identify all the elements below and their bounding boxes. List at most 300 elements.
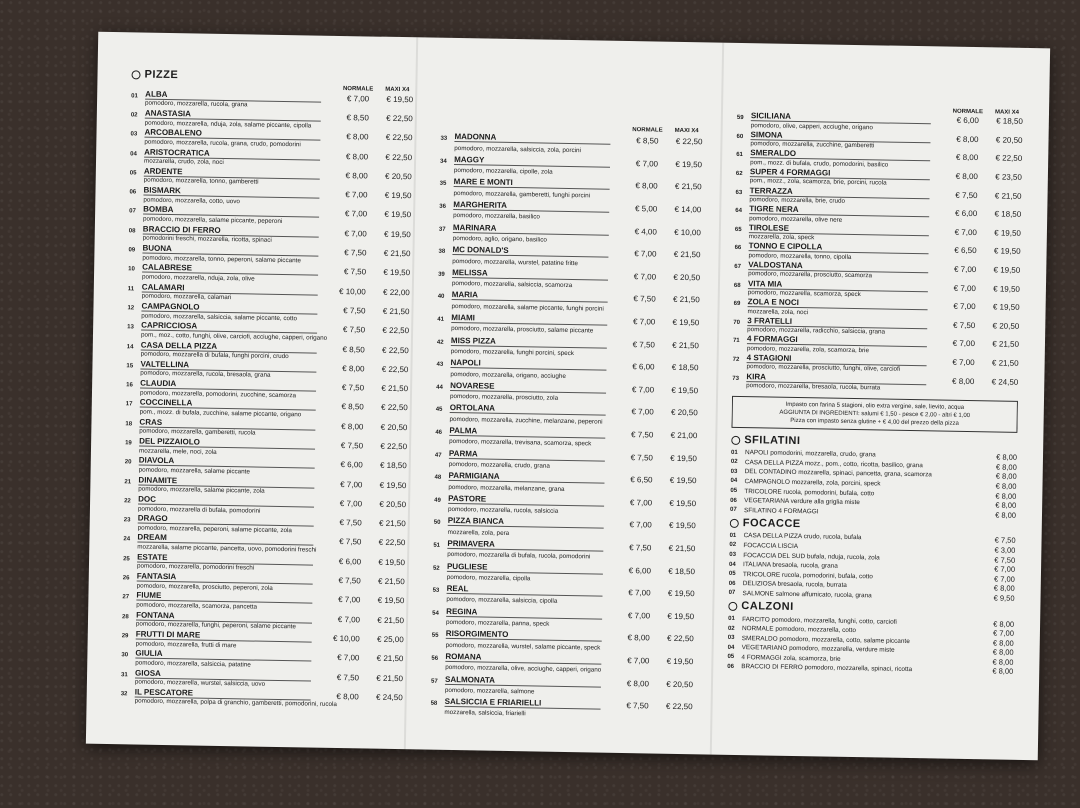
- focacce-list: [728, 531, 1015, 603]
- price-normale: € 7,00: [340, 479, 363, 490]
- item-ingredients: pom., mozz. di bufala, zucchine, salame piccante, origano: [139, 408, 302, 419]
- item-ingredients: pomodoro, mozzarella, olive nere: [749, 214, 843, 224]
- item-name: CAMPAGNOLO: [141, 301, 317, 314]
- item-number: 60: [736, 133, 744, 140]
- price-maxi: € 22,50: [995, 153, 1023, 164]
- item-name: GIOSA: [135, 668, 311, 681]
- price-maxi: € 21,50: [674, 182, 702, 192]
- item-number: 14: [126, 343, 134, 350]
- item-number: 02: [730, 459, 738, 466]
- menu-item: [437, 288, 699, 315]
- item-number: 12: [127, 305, 135, 312]
- price-normale: € 8,00: [955, 171, 978, 182]
- note-line: Pizza con impasto senza glutine + € 4,00 del prezzo della pizza: [790, 417, 959, 427]
- item-description: NORMALE pomodoro, mozzarella, cotto: [741, 625, 857, 635]
- price-normale: € 7,50: [630, 452, 654, 463]
- item-ingredients: pomodoro, mozzarella, zucchine, gamberetti: [750, 140, 875, 150]
- item-name: SICILIANA: [751, 111, 931, 124]
- item-name: PALMA: [449, 426, 605, 439]
- item-number: 01: [131, 92, 138, 100]
- item-ingredients: pomodoro, mozzarella, pomodorini, zucchine, scamorza: [139, 389, 297, 399]
- price-maxi: € 21,50: [673, 250, 701, 260]
- price-normale: € 7,00: [631, 407, 654, 417]
- price-maxi: € 21,50: [672, 295, 700, 305]
- item-ingredients: pomodoro, mozzarella, wurstel, patatine fritte: [452, 257, 579, 267]
- item-name: PASTORE: [448, 494, 604, 507]
- item-ingredients: pomodoro, mozzarella, prosciutto, scamorza: [748, 270, 873, 280]
- price-maxi: € 14,00: [674, 204, 702, 215]
- item-number: 07: [729, 507, 737, 514]
- item-number: 71: [732, 338, 740, 345]
- item-ingredients: pomodoro, mozzarella, zola, scamorza, brie: [746, 344, 870, 354]
- item-number: 04: [727, 644, 735, 651]
- menu-item: [436, 378, 698, 405]
- item-number: 04: [730, 478, 738, 485]
- price-maxi: € 22,50: [381, 364, 409, 375]
- menu-item: [430, 694, 692, 721]
- item-number: 43: [436, 361, 444, 369]
- item-description: VEGETARIANO pomodoro, mozzarella, verdure miste: [741, 644, 895, 655]
- item-number: 19: [125, 440, 132, 447]
- item-name: VALTELLINA: [140, 359, 316, 372]
- item-number: 44: [436, 384, 443, 391]
- item-name: CAPRICCIOSA: [141, 321, 317, 334]
- item-description: SALMONE salmone affumicato, rucola, grana: [742, 589, 872, 600]
- sfilatini-list: [730, 448, 1017, 520]
- item-number: 41: [437, 316, 445, 323]
- price-maxi: € 21,50: [668, 543, 696, 554]
- item-number: 51: [433, 542, 441, 549]
- item-number: 45: [435, 407, 443, 414]
- item-number: 63: [735, 189, 743, 196]
- price-maxi: € 21,00: [670, 430, 698, 441]
- item-description: TRICOLORE rucola, pomodorini, bufala, cotto: [744, 487, 875, 497]
- menu-item: [431, 649, 693, 676]
- item-number: 21: [124, 478, 132, 485]
- item-number: 15: [126, 363, 134, 370]
- item-name: CALAMARI: [142, 282, 318, 295]
- item-ingredients: mozzarella, salsiccia, friarielli: [444, 709, 526, 718]
- item-description: NAPOLI pomodorini, mozzarella, crudo, grana: [744, 449, 876, 459]
- item-ingredients: pomodoro, mozzarella, basilico: [453, 212, 540, 221]
- menu-item: [438, 265, 700, 292]
- price-normale: € 7,00: [952, 339, 976, 349]
- price-maxi: € 22,50: [665, 701, 693, 712]
- item-name: FIUME: [136, 591, 312, 604]
- item-name: SUPER 4 FORMAGGI: [750, 167, 930, 180]
- item-ingredients: pomodoro, mozzarella, radicchio, salsiccia, grana: [747, 326, 886, 336]
- item-name: DEL PIZZAIOLO: [139, 437, 315, 450]
- item-description: CASA DELLA PIZZA mozz., pom., cotto, ricotta, basilico, grana: [744, 458, 923, 469]
- item-name: CLAUDIA: [140, 379, 316, 392]
- item-ingredients: pomodoro, mozzarella, funghi, peperoni, salame piccante: [135, 620, 296, 631]
- price-normale: € 8,50: [346, 113, 369, 123]
- menu-item: [433, 559, 695, 586]
- item-ingredients: pomodoro, mozzarella, wurstel, salame piccante, speck: [445, 641, 601, 652]
- price-maxi: € 20,50: [670, 408, 698, 418]
- item-description: VEGETARIANA verdure alla griglia miste: [744, 497, 860, 507]
- item-number: 05: [730, 487, 738, 495]
- price-normale: € 7,00: [953, 264, 977, 275]
- item-ingredients: pomodoro, mozzarella, rucola, grana: [144, 99, 248, 109]
- price-normale: € 10,00: [332, 633, 360, 644]
- item-name: ALBA: [145, 89, 321, 102]
- item-number: 61: [736, 152, 743, 159]
- item-name: MADONNA: [454, 132, 610, 145]
- item-name: 4 FORMAGGI: [747, 335, 927, 348]
- price-maxi: € 19,50: [992, 302, 1020, 313]
- item-ingredients: pomodoro, mozzarella, rucola, salsiccia: [447, 506, 559, 515]
- item-name: VITA MIA: [748, 279, 928, 292]
- item-ingredients: pomodoro, mozzarella, cipolle, zola: [453, 167, 553, 176]
- price-normale: € 7,00: [953, 301, 976, 312]
- item-number: 08: [128, 228, 136, 235]
- price-maxi: € 21,50: [376, 653, 404, 664]
- item-name: CALABRESE: [142, 263, 318, 276]
- item-number: 18: [125, 420, 133, 428]
- item-number: 10: [128, 266, 135, 273]
- price-normale: € 7,50: [631, 430, 654, 440]
- item-number: 55: [431, 633, 439, 640]
- price-maxi: € 21,50: [378, 518, 406, 529]
- price-normale: € 7,00: [628, 588, 651, 598]
- price-normale: € 8,00: [951, 376, 975, 386]
- item-ingredients: pom., moz., cotto, funghi, olive, carciofi, acciughe, capperi, origano: [140, 331, 328, 342]
- item-ingredients: pomodoro, mozzarella, nduja, zola, olive: [141, 273, 255, 283]
- item-name: PARMA: [449, 449, 605, 462]
- price-maxi: € 19,50: [993, 265, 1021, 275]
- price-maxi: € 19,50: [994, 228, 1021, 238]
- item-number: 32: [120, 691, 128, 698]
- item-price: € 8,00: [992, 657, 1014, 667]
- item-number: 23: [123, 517, 131, 524]
- item-name: MARE E MONTI: [454, 177, 610, 190]
- price-normale: € 6,00: [340, 460, 363, 470]
- item-number: 49: [434, 497, 441, 504]
- item-ingredients: pomodoro, mozzarella, wurstel, salsiccia, uovo: [134, 678, 266, 688]
- menu-item: [438, 243, 700, 270]
- price-maxi: € 19,50: [379, 480, 407, 490]
- price-maxi: € 21,50: [991, 358, 1019, 368]
- price-maxi: € 10,00: [674, 227, 701, 237]
- item-name: SALSICCIA E FRIARIELLI: [445, 697, 601, 710]
- item-ingredients: mozzarella, zola, speck: [748, 233, 815, 242]
- item-number: 64: [735, 208, 742, 215]
- item-number: 31: [121, 671, 128, 678]
- item-number: 65: [734, 226, 742, 233]
- item-name: MISS PIZZA: [451, 336, 607, 349]
- item-name: GIULIA: [135, 649, 311, 662]
- price-normale: € 8,00: [342, 363, 365, 374]
- price-maxi: € 22,50: [382, 325, 410, 336]
- item-number: 33: [440, 136, 448, 143]
- price-normale: € 7,50: [336, 672, 360, 682]
- item-number: 66: [734, 245, 742, 252]
- section-title-calzoni: CALZONI: [728, 600, 1014, 617]
- price-maxi: € 19,50: [667, 611, 695, 622]
- price-normale: € 7,00: [339, 498, 363, 509]
- item-ingredients: pomodoro, mozzarella, trevisana, scamorza, speck: [449, 438, 592, 448]
- item-number: 69: [733, 301, 741, 308]
- menu-item: [435, 446, 697, 473]
- price-normale: € 8,00: [956, 134, 979, 145]
- item-number: 01: [729, 532, 737, 539]
- item-ingredients: pomodoro, mozzarella, salame piccante, funghi porcini: [451, 302, 604, 313]
- item-number: 67: [734, 263, 742, 271]
- panel-left: [120, 66, 414, 749]
- notes-box: [731, 396, 1018, 433]
- item-ingredients: pomodoro, mozzarella, bresaola, rucola, burrata: [746, 382, 881, 392]
- price-maxi: € 21,50: [376, 673, 404, 683]
- item-ingredients: pomodoro, mozzarella, brie, crudo: [749, 196, 846, 205]
- item-number: 72: [732, 356, 740, 363]
- item-ingredients: mozzarella, salame piccante, pancetta, uovo, pomodorini freschi: [137, 543, 317, 554]
- item-ingredients: pomodoro, mozzarella di bufala, rucola, pomodorini: [447, 551, 591, 561]
- item-number: 17: [125, 401, 133, 408]
- price-maxi: € 21,50: [672, 340, 699, 350]
- price-maxi: € 25,00: [376, 634, 404, 645]
- item-number: 24: [123, 536, 131, 543]
- item-number: 02: [727, 625, 735, 632]
- price-normale: € 8,00: [955, 153, 979, 163]
- price-maxi: € 19,50: [669, 498, 697, 509]
- item-price: € 3,00: [994, 545, 1016, 555]
- item-price: € 8,00: [992, 638, 1014, 648]
- item-name: ESTATE: [137, 552, 313, 565]
- item-name: MAGGY: [454, 155, 610, 168]
- item-name: KIRA: [746, 372, 926, 385]
- item-number: 06: [730, 497, 737, 504]
- price-maxi: € 20,50: [379, 499, 407, 510]
- item-ingredients: pomodoro, mozzarella di bufala, pomodorini: [137, 505, 261, 515]
- item-ingredients: pomodoro, mozzarella, salsiccia, cipolla: [446, 596, 558, 606]
- price-normale: € 6,50: [630, 475, 653, 485]
- price-maxi: € 18,50: [379, 461, 407, 471]
- price-normale: € 8,00: [635, 181, 658, 192]
- item-description: DEL CONTADINO mozzarella, spinaci, pancetta, grana, scamorza: [744, 468, 932, 479]
- item-number: 48: [434, 474, 442, 482]
- item-name: MARGHERITA: [453, 200, 609, 213]
- item-number: 03: [730, 468, 738, 475]
- price-maxi: € 19,50: [672, 317, 700, 328]
- price-maxi: € 20,50: [992, 321, 1020, 331]
- item-name: RISORGIMENTO: [446, 629, 602, 642]
- item-price: € 8,00: [992, 666, 1014, 677]
- item-ingredients: pom., mozz. di bufala, crudo, pomodorini, basilico: [750, 158, 889, 169]
- price-maxi: € 19,50: [384, 190, 412, 201]
- note-line: Impasto con farina 5 stagioni, olio extra vergine, sale, lievito, acqua: [785, 401, 965, 411]
- price-normale: € 8,50: [342, 344, 365, 354]
- item-ingredients: mozzarella, crudo, zola, noci: [143, 157, 224, 167]
- price-maxi: € 20,50: [380, 422, 408, 432]
- price-maxi: € 21,50: [381, 383, 409, 394]
- item-number: 01: [730, 449, 738, 456]
- item-ingredients: pomodoro, mozzarella, zucchine, melanzane, peperoni: [449, 415, 603, 426]
- price-normale: € 6,00: [956, 116, 979, 126]
- item-name: FRUTTI DI MARE: [136, 629, 312, 642]
- section-title-pizze: PIZZE: [131, 68, 413, 85]
- item-name: 3 FRATELLI: [747, 316, 927, 329]
- item-name: PUGLIESE: [447, 561, 603, 574]
- menu-item: [434, 469, 696, 496]
- price-normale: € 5,00: [634, 204, 658, 214]
- item-name: IL PESCATORE: [135, 687, 311, 700]
- item-description: 4 FORMAGGI zola, scamorza, brie: [741, 653, 841, 663]
- menu-item: [439, 220, 701, 247]
- item-price: € 8,00: [993, 618, 1015, 629]
- item-ingredients: pomodoro, mozzarella, scamorza, pancetta: [136, 601, 258, 611]
- price-normale: € 7,50: [341, 383, 365, 393]
- item-ingredients: pomodoro, mozzarella, origano, acciughe: [450, 370, 566, 380]
- item-number: 50: [433, 520, 441, 527]
- item-name: CRAS: [139, 417, 315, 430]
- item-number: 05: [728, 571, 736, 578]
- item-number: 42: [436, 339, 444, 346]
- price-normale: € 7,00: [627, 610, 651, 621]
- item-name: MC DONALD'S: [452, 245, 608, 258]
- price-normale: € 7,50: [340, 441, 364, 451]
- price-maxi: € 19,50: [386, 94, 414, 104]
- item-number: 38: [438, 248, 446, 256]
- panel-right: [726, 105, 1023, 760]
- item-number: 46: [435, 429, 443, 436]
- item-description: FOCACCIA LISCIA: [743, 542, 799, 550]
- item-ingredients: pomodoro, mozzarella, prosciutto, funghi, olive, carciofi: [746, 363, 901, 374]
- price-maxi: € 19,50: [666, 656, 694, 667]
- item-name: TERRAZZA: [750, 186, 930, 199]
- price-normale: € 7,00: [635, 159, 659, 169]
- item-number: 03: [727, 635, 735, 642]
- price-normale: € 7,50: [344, 248, 367, 258]
- item-ingredients: pomodoro, mozzarella, peperoni, salame piccante, zola: [137, 524, 293, 535]
- item-number: 06: [129, 189, 137, 196]
- price-normale: € 7,00: [346, 93, 370, 104]
- item-name: ROMANA: [445, 652, 601, 665]
- item-name: FANTASIA: [137, 572, 313, 585]
- item-price: € 8,00: [993, 583, 1015, 594]
- price-normale: € 7,50: [955, 190, 978, 200]
- item-number: 04: [130, 150, 137, 157]
- item-name: MARIA: [452, 290, 608, 303]
- price-maxi: € 19,50: [377, 596, 405, 606]
- item-number: 37: [438, 226, 446, 233]
- price-maxi: € 22,50: [385, 152, 413, 162]
- item-number: 07: [129, 208, 136, 215]
- item-ingredients: mozzarella, mele, noci, zola: [138, 447, 217, 456]
- item-number: 39: [438, 271, 445, 278]
- price-maxi: € 19,50: [993, 284, 1021, 294]
- price-maxi: € 22,50: [385, 133, 413, 143]
- price-normale: € 6,50: [954, 246, 977, 256]
- item-number: 70: [733, 319, 741, 326]
- price-normale: € 7,00: [954, 227, 977, 237]
- item-ingredients: pomodoro, mozzarella, rucola, bresaola, grana: [140, 369, 271, 380]
- menu-item: [440, 130, 702, 157]
- item-description: BRACCIO DI FERRO pomodoro, mozzarella, spinaci, ricotta: [741, 663, 913, 674]
- price-normale: € 6,00: [338, 556, 362, 567]
- fold-line: [710, 43, 724, 755]
- item-name: ARDENTE: [144, 166, 320, 179]
- item-name: SMERALDO: [750, 149, 930, 162]
- section-title-sfilatini: SFILATINI: [731, 434, 1017, 451]
- item-number: 26: [122, 575, 130, 582]
- item-ingredients: pomodoro, mozzarella, cotto, uovo: [143, 196, 241, 206]
- item-number: 20: [124, 459, 132, 466]
- item-ingredients: pomodoro, mozzarella, salame piccante, zola: [138, 485, 265, 495]
- item-number: 04: [729, 561, 736, 568]
- item-name: NAPOLI: [450, 358, 606, 371]
- price-normale: € 10,00: [339, 286, 366, 297]
- item-ingredients: pomodoro, mozzarella, salsiccia, patatine: [135, 659, 251, 669]
- price-normale: € 8,00: [336, 691, 359, 702]
- price-maxi: € 22,50: [380, 441, 408, 452]
- price-maxi: € 19,50: [668, 521, 696, 531]
- menu-item: [435, 423, 697, 450]
- item-number: 27: [122, 594, 130, 601]
- price-normale: € 7,00: [634, 249, 657, 259]
- price-maxi: € 19,50: [675, 159, 703, 170]
- item-ingredients: pomodoro, mozzarella, polpa di granchio, gamberetti, pomodorini, rucola: [134, 697, 337, 709]
- price-normale: € 8,00: [626, 678, 650, 689]
- item-name: 4 STAGIONI: [747, 353, 927, 366]
- item-number: 11: [127, 285, 135, 293]
- item-name: DINAMITE: [138, 475, 314, 488]
- item-description: DELIZIOSA bresaola, rucola, burrata: [742, 580, 847, 590]
- price-normale: € 8,00: [345, 170, 368, 181]
- menu-item: [439, 175, 701, 202]
- item-number: 02: [130, 112, 138, 119]
- price-maxi: € 22,50: [380, 403, 408, 413]
- price-maxi: € 22,50: [675, 137, 703, 147]
- item-ingredients: pomodoro, mozzarella, salsiccia, salame piccante, cotto: [141, 312, 298, 322]
- item-ingredients: pomodoro, mozzarella, scamorza, speck: [747, 289, 861, 299]
- price-normale: € 7,00: [337, 614, 361, 625]
- circle-bullet-icon: [730, 519, 739, 528]
- item-number: 03: [729, 551, 736, 559]
- price-maxi: € 21,50: [382, 306, 410, 317]
- price-normale: € 7,00: [337, 653, 360, 663]
- item-number: 58: [430, 700, 438, 707]
- item-name: MELISSA: [452, 268, 608, 281]
- price-normale: € 6,00: [954, 208, 978, 219]
- item-number: 05: [129, 170, 137, 177]
- item-ingredients: pomodoro, mozzarella, frutti di mare: [135, 640, 237, 649]
- item-name: MIAMI: [451, 313, 607, 326]
- item-name: ARISTOCRATICA: [144, 147, 320, 160]
- item-ingredients: pomodorini freschi, mozzarella, ricotta, spinaci: [142, 234, 272, 245]
- price-maxi: € 19,50: [671, 385, 699, 396]
- item-name: ORTOLANA: [450, 403, 606, 416]
- item-price: € 7,50: [994, 535, 1016, 546]
- item-number: 40: [437, 294, 445, 301]
- note-line: AGGIUNTA DI INGREDIENTI: salumi € 1,50 - pesce € 2,00 - altri € 1,00: [779, 409, 971, 419]
- item-price: € 8,00: [995, 471, 1017, 482]
- price-normale: € 7,50: [633, 294, 656, 304]
- menu-item: [431, 672, 693, 699]
- item-description: FARCITO pomodoro, mozzarella, funghi, cotto, carciofi: [742, 615, 897, 626]
- item-name: PIZZA BIANCA: [448, 516, 604, 529]
- circle-bullet-icon: [131, 70, 140, 79]
- item-number: 73: [732, 375, 740, 382]
- price-normale: € 7,50: [629, 543, 652, 553]
- item-price: € 8,00: [995, 500, 1017, 511]
- price-maxi: € 21,50: [377, 615, 405, 625]
- item-price: € 7,00: [993, 574, 1015, 584]
- item-number: 28: [122, 613, 129, 621]
- price-maxi: € 19,50: [384, 210, 412, 220]
- item-number: 01: [728, 615, 735, 622]
- item-ingredients: pomodoro, mozzarella, rucola, grana, crudo, pomodorini: [144, 138, 301, 149]
